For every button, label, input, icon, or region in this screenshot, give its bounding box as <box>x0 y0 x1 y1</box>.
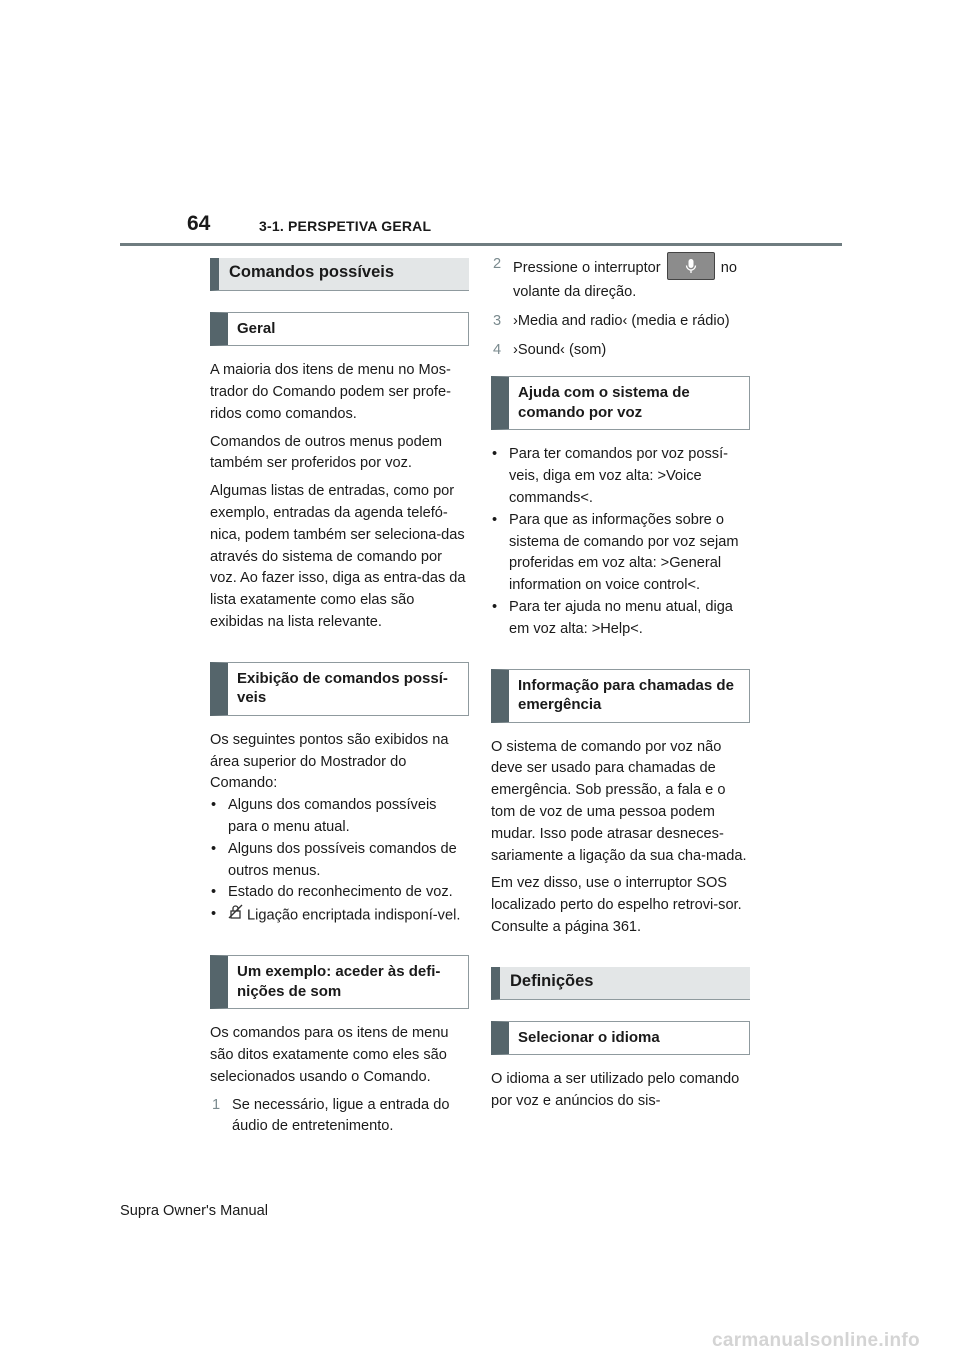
step-text: Se necessário, ligue a entrada do áudio de entretenimento. <box>232 1096 450 1135</box>
step-number: 3 <box>493 312 502 329</box>
step-text: Pressione o interruptor <box>513 259 661 276</box>
subheading-exibicao: Exibição de comandos possí-veis <box>210 662 469 716</box>
paragraph: Comandos de outros menus podem também ser proferidos por voz. <box>210 433 443 472</box>
paragraph: A maioria dos itens de menu no Mos-trador do Comando podem ser profe-ridos como comandos. <box>210 362 451 422</box>
footer-title: Supra Owner's Manual <box>120 1203 268 1219</box>
subheading-emergencia: Informação para chamadas de emergência <box>491 669 750 723</box>
subheading-idioma: Selecionar o idioma <box>491 1021 750 1056</box>
crossed-lock-icon <box>228 904 243 927</box>
list-item: • Estado do reconhecimento de voz. <box>210 882 469 904</box>
page-number: 64 <box>187 212 211 235</box>
step-text: ›Media and radio‹ (media e rádio) <box>513 312 730 329</box>
list-item: • Para ter comandos por voz possí-veis, diga em voz alta: >Voice commands<. <box>491 444 750 509</box>
step-number: 2 <box>493 256 502 272</box>
bullet-list <box>491 444 750 640</box>
step-number: 4 <box>493 341 502 358</box>
list-item-text: Ligação encriptada indisponí-vel. <box>247 907 461 924</box>
step-list <box>491 254 750 361</box>
paragraph: O idioma a ser utilizado pelo comando por voz e anúncios do sis- <box>491 1071 740 1109</box>
paragraph: Os comandos para os itens de menu são ditos exatamente como eles são selecionados usando o Comando. <box>210 1025 449 1085</box>
step-item <box>491 311 750 333</box>
paragraph: Em vez disso, use o interruptor SOS localizado perto do espelho retrovi-sor. Consulte a página 361. <box>491 875 742 935</box>
microphone-icon <box>667 252 715 280</box>
paragraph: Os seguintes pontos são exibidos na área superior do Mostrador do Comando: <box>210 731 449 792</box>
step-item <box>491 340 750 362</box>
watermark: carmanualsonline.info <box>712 1330 920 1351</box>
right-column <box>491 254 750 1119</box>
paragraph: Algumas listas de entradas, como por exemplo, entradas da agenda telefó-nica, podem também ser seleciona-das através do sistema de comando por voz. Ao fazer isso, diga as entra-das da lista exatamente como elas são exibidas na lista relevante. <box>210 483 466 631</box>
list-item: • Alguns dos possíveis comandos de outros menus. <box>210 839 469 883</box>
bullet-list <box>210 795 469 927</box>
paragraph: O sistema de comando por voz não deve ser usado para chamadas de emergência. Sob pressão, a fala e o tom de voz de uma pessoa podem mudar. Isso pode atrasar desneces-sariamente a ligação da sua cha-mada. <box>491 738 747 864</box>
chapter-title: 3-1. PERSPETIVA GERAL <box>259 218 432 234</box>
section-heading-comandos: Comandos possíveis <box>210 258 469 291</box>
step-item <box>210 1095 469 1139</box>
list-item: • Para ter ajuda no menu atual, diga em voz alta: >Help<. <box>491 597 750 641</box>
subheading-ajuda: Ajuda com o sistema de comando por voz <box>491 376 750 430</box>
section-heading-definicoes: Definições <box>491 967 750 1000</box>
step-list <box>210 1095 469 1139</box>
subheading-exemplo: Um exemplo: aceder às defi-nições de som <box>210 955 469 1009</box>
step-text: ›Sound‹ (som) <box>513 341 607 358</box>
left-column <box>210 258 469 1145</box>
step-text: no volante da direção. <box>513 259 737 300</box>
list-item: • Alguns dos comandos possíveis para o menu atual. <box>210 795 469 839</box>
header-divider <box>120 243 842 246</box>
list-item: • Para que as informações sobre o sistema de comando por voz sejam proferidas em voz alta: >General information on voice control<. <box>491 510 750 597</box>
list-item <box>210 904 469 927</box>
subheading-geral: Geral <box>210 312 469 347</box>
step-number: 1 <box>212 1096 221 1113</box>
step-item <box>491 254 750 304</box>
